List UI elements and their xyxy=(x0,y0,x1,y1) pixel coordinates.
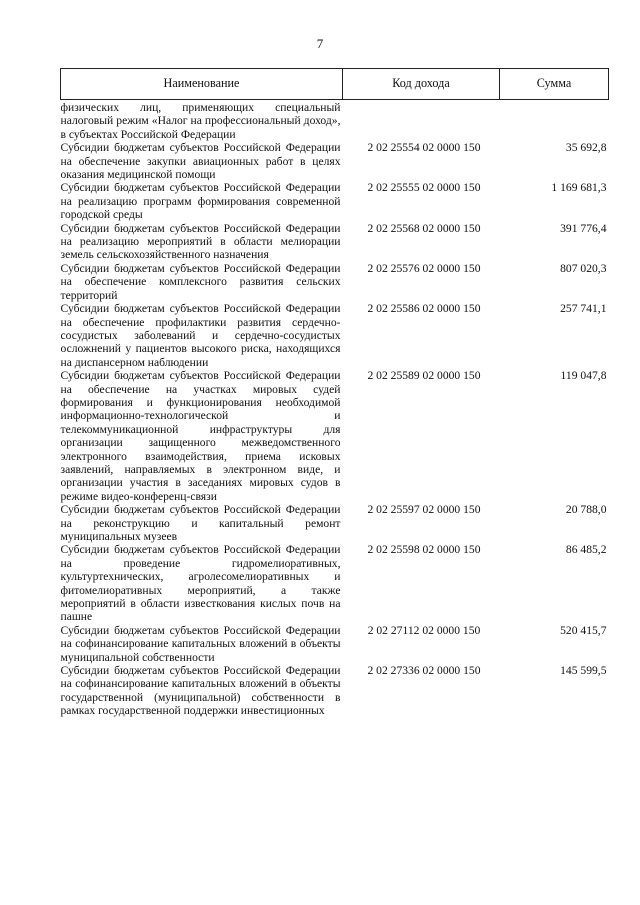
row-amount: 1 169 681,3 xyxy=(551,181,607,195)
table-row-continuation xyxy=(61,100,609,142)
row-amount: 20 788,0 xyxy=(565,503,607,517)
table-row xyxy=(61,503,609,543)
table-row xyxy=(61,262,609,302)
continuation-amount-empty xyxy=(500,100,609,142)
row-code: 2 02 27112 02 0000 150 xyxy=(367,623,481,637)
table-row xyxy=(61,543,609,623)
row-code: 2 02 25589 02 0000 150 xyxy=(367,369,481,383)
row-code: 2 02 27336 02 0000 150 xyxy=(367,664,481,678)
continuation-code-empty xyxy=(343,100,500,142)
row-code: 2 02 25568 02 0000 150 xyxy=(367,221,481,235)
row-amount: 520 415,7 xyxy=(560,623,607,637)
header-amount: Сумма xyxy=(500,69,609,100)
header-row xyxy=(61,69,609,100)
row-name: Субсидии бюджетам субъектов Российской Федерации на софинансирование капитальных вложений в объекты муниципальной собственности xyxy=(60,623,341,664)
header-code: Код дохода xyxy=(343,69,500,100)
row-amount: 145 599,5 xyxy=(560,664,607,678)
row-name: Субсидии бюджетам субъектов Российской Федерации на проведение гидромелиоративных, культуртехнических, агролесомелиоративных и фитомелиоративных мероприятий, а также мероприятий в области известкования кислых почв на пашне xyxy=(60,543,341,624)
row-name: Субсидии бюджетам субъектов Российской Федерации на обеспечение комплексного развития сельских территорий xyxy=(60,261,341,302)
table-header xyxy=(61,69,609,100)
row-code: 2 02 25598 02 0000 150 xyxy=(367,543,481,557)
table-row xyxy=(61,141,609,181)
table-row xyxy=(61,664,609,718)
row-code: 2 02 25597 02 0000 150 xyxy=(367,503,481,517)
row-name: Субсидии бюджетам субъектов Российской Федерации на обеспечение на участках мировых судей формирования и функционирования необходимой информационно-технологической и телекоммуникационной инфраструктуры для организации защищенного межведомственного электронного взаимодействия, приема исковых заявлений, направляемых в электронном виде, и организации участия в заседаниях мировых судов в режиме видео-конференц-связи xyxy=(60,369,341,503)
row-code: 2 02 25586 02 0000 150 xyxy=(367,302,481,316)
table-row xyxy=(61,302,609,369)
row-name: Субсидии бюджетам субъектов Российской Федерации на реализацию мероприятий в области мелиорации земель сельскохозяйственного назначения xyxy=(60,221,341,262)
page-number: 7 xyxy=(316,36,324,51)
row-name: Субсидии бюджетам субъектов Российской Федерации на обеспечение закупки авиационных работ в целях оказания медицинской помощи xyxy=(60,141,341,182)
row-amount: 391 776,4 xyxy=(560,221,607,235)
row-name: Субсидии бюджетам субъектов Российской Федерации на реализацию программ формирования современной городской среды xyxy=(60,181,341,222)
header-name: Наименование xyxy=(61,69,343,100)
continuation-text: физических лиц, применяющих специальный налоговый режим «Налог на профессиональный доход», в субъектах Российской Федерации xyxy=(60,101,341,141)
row-name: Субсидии бюджетам субъектов Российской Федерации на обеспечение профилактики развития сердечно-сосудистых заболеваний и сердечно-сосудистых осложнений у пациентов высокого риска, находящихся на диспансерном наблюдении xyxy=(60,302,341,369)
row-code: 2 02 25576 02 0000 150 xyxy=(367,261,481,275)
table-body xyxy=(61,100,609,718)
table-row xyxy=(61,181,609,221)
row-amount: 86 485,2 xyxy=(565,543,607,557)
table-row xyxy=(61,369,609,503)
row-amount: 35 692,8 xyxy=(565,141,607,155)
row-name: Субсидии бюджетам субъектов Российской Федерации на реконструкцию и капитальный ремонт муниципальных музеев xyxy=(60,503,341,543)
row-code: 2 02 25554 02 0000 150 xyxy=(367,141,481,155)
row-name: Субсидии бюджетам субъектов Российской Федерации на софинансирование капитальных вложений в объекты государственной (муниципальной) собственности в рамках государственной поддержки инвестиционных xyxy=(60,664,341,718)
table-row xyxy=(61,624,609,664)
row-amount: 257 741,1 xyxy=(560,302,607,316)
row-amount: 807 020,3 xyxy=(560,261,607,275)
revenue-table xyxy=(60,68,609,718)
row-code: 2 02 25555 02 0000 150 xyxy=(367,181,481,195)
table-row xyxy=(61,222,609,262)
row-amount: 119 047,8 xyxy=(560,369,607,383)
